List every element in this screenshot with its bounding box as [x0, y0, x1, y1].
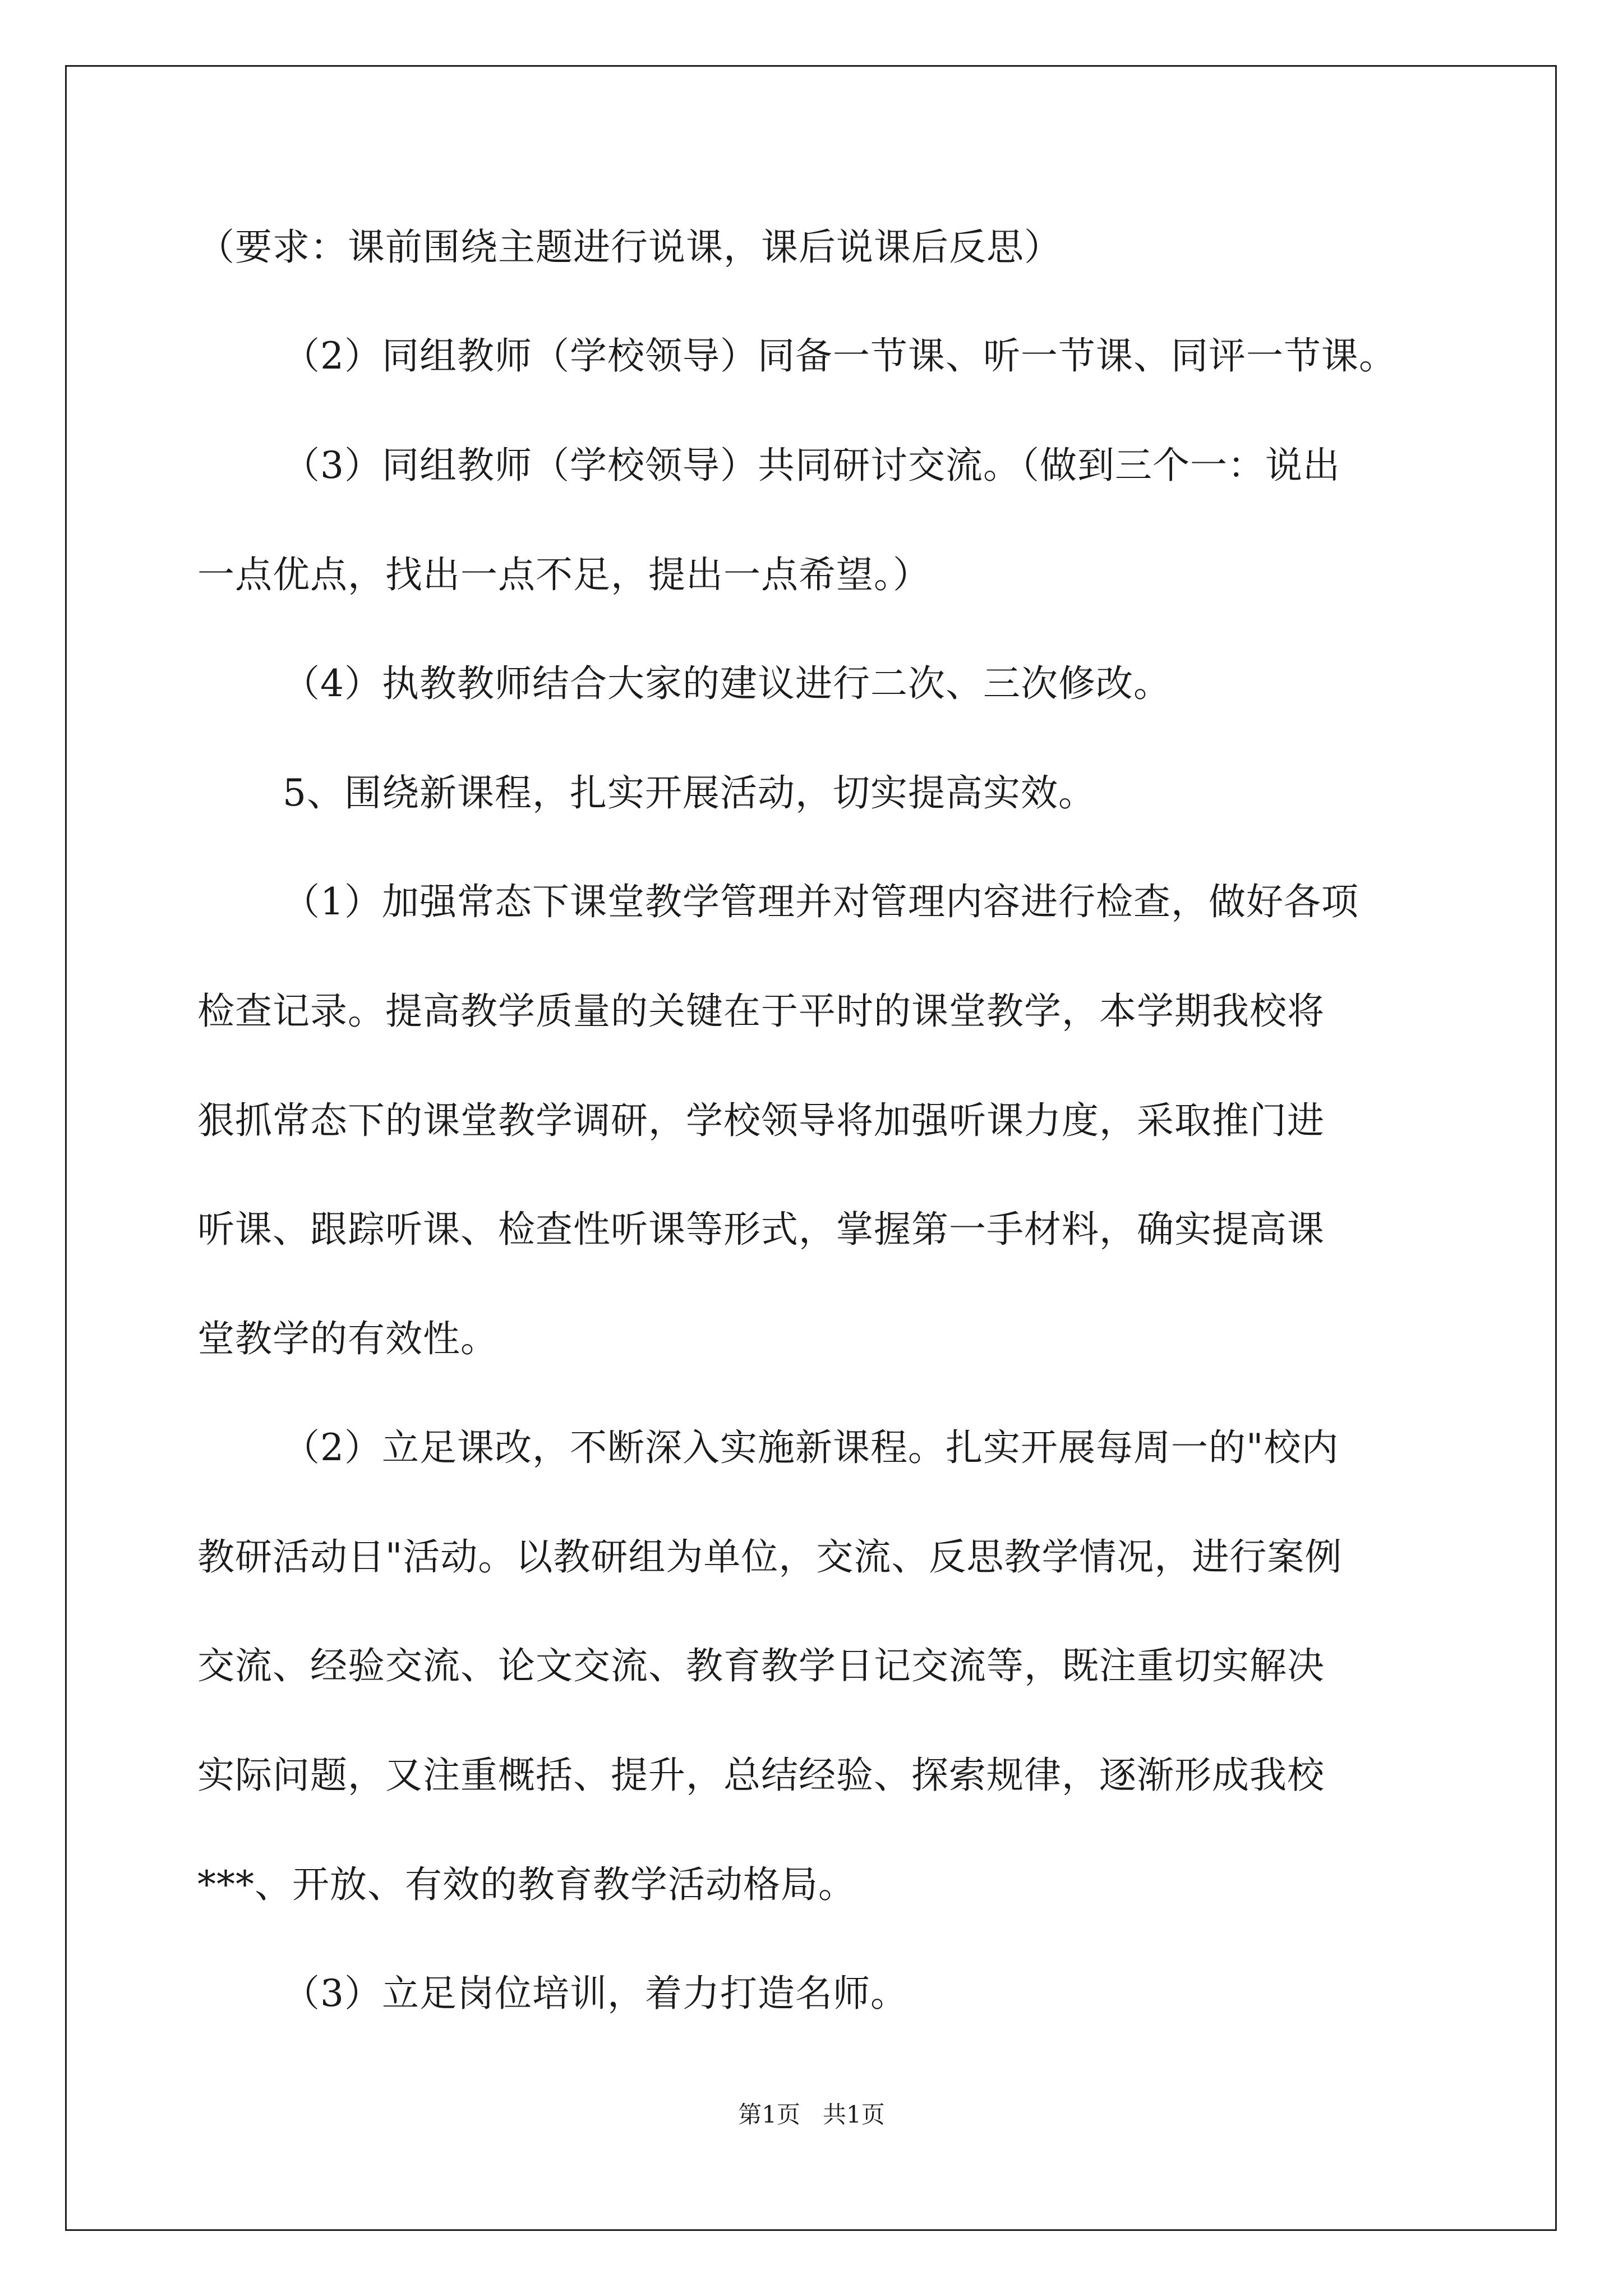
page-footer: 第1页 共1页 — [738, 2101, 885, 2128]
paragraph-line: 5、围绕新课程，扎实开展活动，切实提高实效。 — [283, 771, 1096, 815]
paragraph-line: （3）立足岗位培训，着力打造名师。 — [283, 1972, 908, 2015]
paragraph-line: 堂教学的有效性。 — [197, 1317, 498, 1360]
paragraph-line: 狠抓常态下的课堂教学调研，学校领导将加强听课力度，采取推门进 — [197, 1099, 1325, 1142]
paragraph-line: 交流、经验交流、论文交流、教育教学日记交流等，既注重切实解决 — [197, 1644, 1325, 1687]
paragraph-line: （3）同组教师（学校领导）共同研讨交流。（做到三个一：说出 — [283, 444, 1340, 487]
paragraph-line: 听课、跟踪听课、检查性听课等形式，掌握第一手材料，确实提高课 — [197, 1208, 1325, 1251]
paragraph-line: 实际问题，又注重概括、提升，总结经验、探索规律，逐渐形成我校 — [197, 1754, 1325, 1797]
paragraph-line: 教研活动日"活动。以教研组为单位，交流、反思教学情况，进行案例 — [197, 1535, 1343, 1579]
paragraph-line: （要求：课前围绕主题进行说课，课后说课后反思） — [197, 226, 1062, 269]
paragraph-line: （2）立足课改，不断深入实施新课程。扎实开展每周一的"校内 — [283, 1426, 1339, 1469]
paragraph-line: （2）同组教师（学校领导）同备一节课、听一节课、同评一节课。 — [283, 334, 1396, 378]
paragraph-line: （4）执教教师结合大家的建议进行二次、三次修改。 — [283, 662, 1171, 705]
paragraph-line: （1）加强常态下课堂教学管理并对管理内容进行检查，做好各项 — [283, 880, 1359, 923]
paragraph-line: 一点优点，找出一点不足，提出一点希望。） — [197, 553, 930, 596]
paragraph-line: 检查记录。提高教学质量的关键在于平时的课堂教学，本学期我校将 — [197, 990, 1325, 1033]
paragraph-line: ***、开放、有效的教育教学活动格局。 — [197, 1863, 856, 1906]
